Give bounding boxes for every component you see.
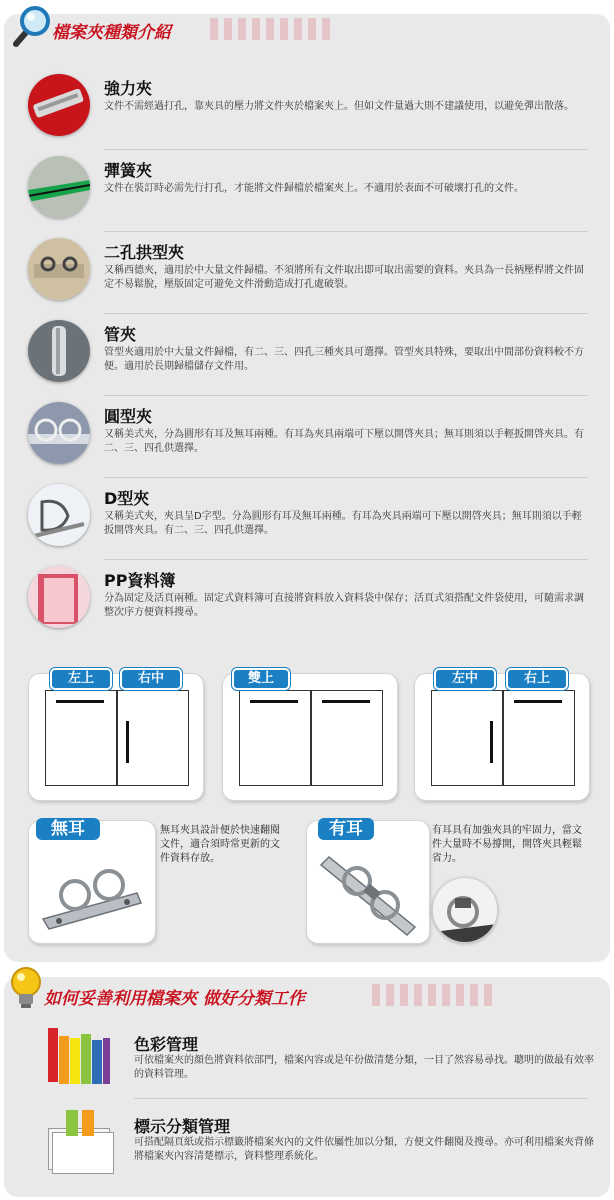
tip-item <box>48 1024 594 1099</box>
folder-type-item <box>28 398 588 478</box>
magnifier-icon <box>6 2 54 52</box>
item-title: PP資料簿 <box>104 571 176 590</box>
ear-detail-photo <box>432 877 498 943</box>
divider <box>104 149 588 150</box>
item-description: 分為固定及活頁兩種。固定式資料簿可直接將資料放入資料袋中保存；活頁式須搭配文件袋使用，可隨需求調整次序方便資料搜尋。 <box>104 593 584 618</box>
folder-spine-orange <box>59 1036 69 1084</box>
position-tag: 雙上 <box>232 668 290 690</box>
item-description: 又稱美式夾，夾具呈D字型。分為圓形有耳及無耳兩種。有耳為夾具兩端可下壓以開啓夾具；無耳則須以手輕扳開啓夾具。有二、三、四孔供選擇。 <box>104 511 582 536</box>
green-tab <box>66 1110 78 1136</box>
item-description: 文件不需經過打孔，靠夾具的壓力將文件夾於檔案夾上。但如文件量過大則不建議使用，以避免彈出散落。 <box>104 101 574 112</box>
left-page <box>431 690 503 786</box>
index-tabs-icon <box>48 1110 114 1170</box>
divider <box>104 559 588 560</box>
divider <box>104 395 588 396</box>
right-page <box>311 690 383 786</box>
section-title-folder-types: 檔案夾種類介紹 <box>52 23 171 43</box>
color-folders-icon <box>48 1028 110 1088</box>
title-decoration <box>210 18 330 40</box>
spring-clip-photo <box>28 156 90 218</box>
tip-title: 色彩管理 <box>134 1035 199 1054</box>
item-title: 圓型夾 <box>104 407 153 426</box>
clip-mark <box>322 700 370 703</box>
position-tag: 左中 <box>434 668 496 690</box>
folder-type-item <box>28 152 588 232</box>
pp-folder-photo <box>28 566 90 628</box>
folder-spine-green <box>81 1034 91 1084</box>
right-page <box>117 690 189 786</box>
round-ring-photo <box>28 402 90 464</box>
item-description: 又稱美式夾，分為圓形有耳及無耳兩種。有耳為夾具兩端可下壓以開啓夾具；無耳則須以手輕扳開啓夾具。有二、三、四孔供選擇。 <box>104 429 584 454</box>
tip-description: 可依檔案夾的顏色將資料依部門，檔案內容或是年份做清楚分類，一目了然容易尋找。聰明的做最有效率的資料管理。 <box>134 1055 594 1080</box>
folder-type-item <box>28 234 588 314</box>
clip-mark <box>490 721 493 763</box>
paper-sheet <box>52 1132 114 1174</box>
position-tag: 左上 <box>50 668 112 690</box>
divider <box>104 313 588 314</box>
d-ring-photo <box>28 484 90 546</box>
item-title: 二孔拱型夾 <box>104 243 185 262</box>
clip-mark <box>250 700 298 703</box>
position-tag: 右上 <box>506 668 568 690</box>
position-tag: 右中 <box>120 668 182 690</box>
left-page <box>239 690 311 786</box>
item-title: 強力夾 <box>104 79 153 98</box>
folder-spine-yellow <box>70 1038 80 1084</box>
no-ear-ring-icon <box>37 857 147 933</box>
folder-type-item <box>28 480 588 560</box>
orange-tab <box>82 1110 94 1136</box>
right-page <box>503 690 575 786</box>
lever-arch-photo <box>28 238 90 300</box>
folder-spine-red <box>48 1028 58 1082</box>
no-ear-tag: 無耳 <box>36 818 100 840</box>
tip-item <box>48 1106 594 1181</box>
divider <box>104 231 588 232</box>
item-description: 又稱西德夾，適用於中大量文件歸檔。不須將所有文件取出即可取出需要的資料。夾具為一長柄壓桿將文件固定不易鬆脫，壓版固定可避免文件滑動造成打孔處破裂。 <box>104 265 584 290</box>
folder-type-item <box>28 70 588 150</box>
clip-mark <box>514 700 562 703</box>
folder-spine-purple <box>103 1038 110 1084</box>
tube-clip-photo <box>28 320 90 382</box>
ear-tag: 有耳 <box>318 818 374 840</box>
strong-clip-photo <box>28 74 90 136</box>
tip-description: 可搭配隔頁紙或指示標籤將檔案夾內的文件依屬性加以分類，方便文件翻閱及搜尋。亦可利用檔案夾背條將檔案夾內容清楚標示，資料整理系統化。 <box>134 1137 594 1162</box>
position-illustration <box>414 673 590 801</box>
tip-title: 標示分類管理 <box>134 1117 231 1136</box>
position-illustration <box>28 673 204 801</box>
item-title: 管夾 <box>104 325 137 344</box>
divider <box>104 477 588 478</box>
item-description: 管型夾適用於中大量文件歸檔，有二、三、四孔三種夾具可選擇。管型夾具特殊，要取出中間部份資料較不方便。適用於長期歸檔儲存文件用。 <box>104 347 584 372</box>
divider <box>134 1098 588 1099</box>
light-bulb-icon <box>6 964 46 1012</box>
title-decoration <box>372 984 492 1006</box>
item-title: D型夾 <box>104 489 150 508</box>
position-illustration <box>222 673 398 801</box>
folder-type-item <box>28 562 588 656</box>
folder-type-item <box>28 316 588 396</box>
ear-ring-icon <box>317 847 425 939</box>
folder-spine-blue <box>92 1040 102 1084</box>
no-ear-description: 無耳夾具設計便於快速翻閱文件，適合須時常更新的文件資料存放。 <box>160 825 280 864</box>
item-title: 彈簧夾 <box>104 161 153 180</box>
item-description: 文件在裝訂時必需先行打孔，才能將文件歸檔於檔案夾上。不適用於表面不可破壞打孔的文件。 <box>104 183 524 194</box>
ear-description: 有耳具有加強夾具的牢固力，當文件大量時不易撐開，開啓夾具輕鬆省力。 <box>432 825 582 864</box>
left-page <box>45 690 117 786</box>
clip-mark <box>126 721 129 763</box>
clip-mark <box>56 700 104 703</box>
section-title-filing-tips: 如何妥善利用檔案夾 做好分類工作 <box>44 989 305 1009</box>
